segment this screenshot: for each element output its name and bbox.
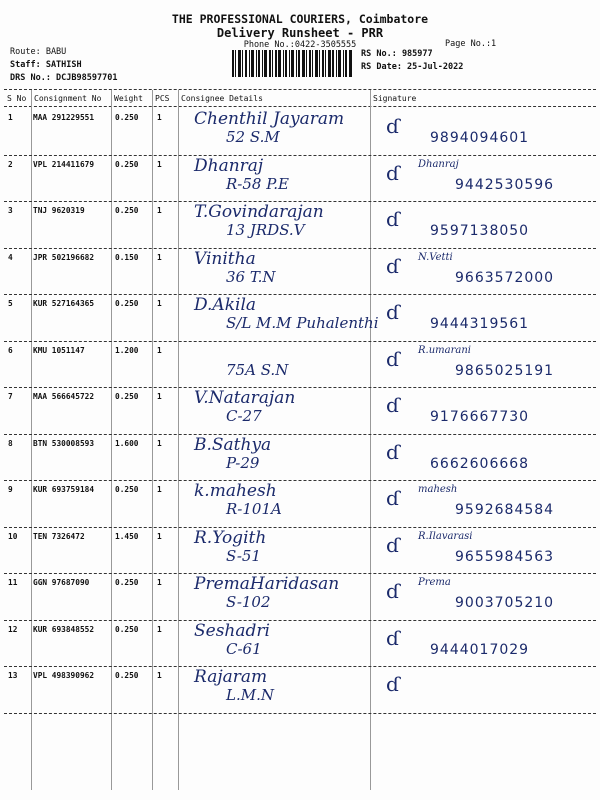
row-pcs: 1 — [157, 159, 162, 169]
row-sno: 10 — [8, 531, 18, 541]
signature-note: R.Ilavarasi — [418, 530, 473, 542]
signature-phone: 9592684584 — [455, 502, 555, 518]
row-divider — [4, 341, 596, 342]
row-divider — [4, 434, 596, 435]
consignee-address: R-101A — [226, 500, 282, 518]
signature-phone: 9655984563 — [455, 548, 555, 565]
row-pcs: 1 — [157, 531, 162, 541]
consignee-address: 13 JRDS.V — [226, 221, 305, 239]
signature-mark: ɗ — [386, 486, 400, 510]
row-pcs: 1 — [157, 624, 162, 634]
header-divider-top — [4, 89, 596, 90]
row-pcs: 1 — [157, 485, 162, 494]
consignee-address: R-58 P.E — [226, 174, 289, 193]
company-title: THE PROFESSIONAL COURIERS, Coimbatore — [171, 12, 429, 26]
row-pcs: 1 — [157, 438, 162, 448]
row-weight: 0.250 — [115, 671, 139, 680]
signature-phone: 9444319561 — [430, 316, 530, 332]
signature-mark: ɗ — [386, 160, 400, 185]
consignee-name: Vinitha — [194, 248, 256, 269]
col-pcs: PCS — [155, 94, 170, 103]
consignee-address: 75A S.N — [226, 360, 289, 379]
signature-phone: 9597138050 — [430, 223, 530, 239]
row-sno: 13 — [8, 671, 18, 680]
signature-mark: ɗ — [386, 532, 400, 557]
row-weight: 0.250 — [115, 578, 139, 587]
col-consignment: Consignment No — [34, 94, 102, 103]
signature-mark: ɗ — [386, 346, 400, 371]
consignee-address: 52 S.M — [226, 128, 280, 146]
signature-phone: 9003705210 — [455, 595, 555, 611]
row-pcs: 1 — [157, 392, 162, 401]
consignee-name: Dhanraj — [194, 155, 264, 176]
consignee-name: R.Yogith — [194, 527, 267, 548]
row-sno: 8 — [8, 438, 13, 448]
consignee-name: V.Natarajan — [194, 388, 296, 408]
signature-mark: ɗ — [386, 393, 400, 417]
consignee-name: Chenthil Jayaram — [194, 109, 345, 129]
consignee-address: P-29 — [226, 453, 260, 472]
drs-number: DRS No.: DCJB98597701 — [10, 73, 118, 83]
signature-mark: ɗ — [386, 207, 400, 231]
row-pcs: 1 — [157, 206, 162, 215]
signature-note: N.Vetti — [418, 251, 453, 263]
row-weight: 0.250 — [115, 113, 139, 122]
consignee-address: C-61 — [226, 639, 262, 658]
row-consignment: MAA 291229551 — [33, 113, 95, 122]
row-divider — [4, 155, 596, 156]
row-weight: 0.150 — [115, 252, 139, 262]
route-label: Route: BABU — [10, 47, 67, 57]
signature-mark: ɗ — [386, 114, 400, 138]
row-consignment: KUR 693848552 — [33, 624, 95, 634]
col-rule — [31, 90, 32, 790]
row-pcs: 1 — [157, 578, 162, 587]
row-sno: 3 — [8, 206, 13, 215]
row-pcs: 1 — [157, 252, 162, 262]
col-rule — [370, 90, 371, 790]
row-weight: 1.200 — [115, 345, 139, 355]
col-consignee: Consignee Details — [181, 94, 263, 103]
row-divider — [4, 248, 596, 249]
row-consignment: BTN 530008593 — [33, 438, 95, 448]
page-number: Page No.:1 — [445, 39, 497, 49]
row-consignment: KMU 1051147 — [33, 345, 85, 355]
row-consignment: VPL 498390962 — [33, 671, 95, 680]
signature-note: Prema — [418, 577, 451, 588]
consignee-address: L.M.N — [226, 686, 274, 704]
row-consignment: TEN 7326472 — [33, 531, 85, 541]
row-sno: 4 — [8, 252, 13, 262]
row-consignment: KUR 693759184 — [33, 485, 95, 494]
row-pcs: 1 — [157, 113, 162, 122]
row-sno: 5 — [8, 299, 13, 308]
consignee-name: Seshadri — [194, 620, 270, 641]
row-weight: 0.250 — [115, 206, 139, 215]
consignee-address: 36 T.N — [226, 267, 276, 286]
col-sno: S No — [7, 94, 27, 103]
consignee-name: D.Akila — [194, 295, 257, 315]
row-consignment: MAA 566645722 — [33, 392, 95, 401]
phone-number: Phone No.:0422-3505555 — [243, 40, 357, 50]
signature-phone: 9442530596 — [455, 176, 555, 193]
signature-mark: ɗ — [386, 625, 400, 650]
rs-date: RS Date: 25-Jul-2022 — [361, 62, 464, 72]
row-divider — [4, 387, 596, 388]
row-sno: 12 — [8, 624, 18, 634]
col-weight: Weight — [114, 94, 143, 103]
row-pcs: 1 — [157, 299, 162, 308]
row-divider — [4, 666, 596, 667]
signature-note: Dhanraj — [418, 158, 459, 170]
signature-phone: 9176667730 — [430, 409, 530, 425]
row-pcs: 1 — [157, 345, 162, 355]
row-sno: 7 — [8, 392, 13, 401]
rs-number: RS No.: 985977 — [361, 49, 433, 59]
row-divider — [4, 480, 596, 481]
signature-phone: 6662606668 — [430, 455, 530, 472]
row-weight: 0.250 — [115, 624, 139, 634]
row-sno: 1 — [8, 113, 13, 122]
signature-mark: ɗ — [386, 672, 400, 696]
row-consignment: GGN 97687090 — [33, 578, 90, 587]
row-consignment: VPL 214411679 — [33, 159, 95, 169]
col-rule — [111, 90, 112, 790]
consignee-name: k.mahesh — [194, 481, 277, 501]
barcode — [232, 50, 352, 77]
row-sno: 2 — [8, 159, 13, 169]
signature-mark: ɗ — [386, 300, 400, 324]
signature-phone: 9865025191 — [455, 362, 555, 379]
row-sno: 9 — [8, 485, 13, 494]
row-weight: 0.250 — [115, 485, 139, 494]
consignee-address: C-27 — [226, 407, 262, 425]
row-consignment: JPR 502196682 — [33, 252, 95, 262]
consignee-address: S-51 — [226, 546, 261, 565]
row-pcs: 1 — [157, 671, 162, 680]
runsheet-title: Delivery Runsheet - PRR — [216, 26, 384, 40]
consignee-name: B.Sathya — [194, 434, 272, 455]
row-consignment: TNJ 9620319 — [33, 206, 85, 215]
signature-mark: ɗ — [386, 579, 400, 603]
staff-label: Staff: SATHISH — [10, 60, 82, 70]
row-sno: 6 — [8, 345, 13, 355]
consignee-name: PremaHaridasan — [194, 574, 340, 594]
signature-note: mahesh — [418, 484, 458, 495]
consignee-name: Rajaram — [194, 667, 268, 687]
row-weight: 0.250 — [115, 392, 139, 401]
signature-phone: 9894094601 — [430, 130, 530, 146]
signature-mark: ɗ — [386, 439, 400, 464]
col-rule — [178, 90, 179, 790]
row-sno: 11 — [8, 578, 18, 587]
consignee-name: T.Govindarajan — [194, 202, 324, 222]
consignee-address: S/L M.M Puhalenthi — [226, 314, 379, 332]
row-divider — [4, 620, 596, 621]
row-weight: 0.250 — [115, 159, 139, 169]
row-divider — [4, 713, 596, 714]
row-weight: 1.450 — [115, 531, 139, 541]
row-weight: 1.600 — [115, 438, 139, 448]
row-weight: 0.250 — [115, 299, 139, 308]
row-consignment: KUR 527164365 — [33, 299, 95, 308]
signature-phone: 9444017029 — [430, 641, 530, 658]
signature-note: R.umarani — [418, 344, 471, 356]
col-rule — [152, 90, 153, 790]
row-divider — [4, 294, 596, 295]
consignee-address: S-102 — [226, 593, 271, 611]
signature-phone: 9663572000 — [455, 269, 555, 286]
signature-mark: ɗ — [386, 253, 400, 278]
row-divider — [4, 527, 596, 528]
col-signature: Signature — [373, 94, 417, 103]
header-divider-bottom — [4, 106, 596, 107]
